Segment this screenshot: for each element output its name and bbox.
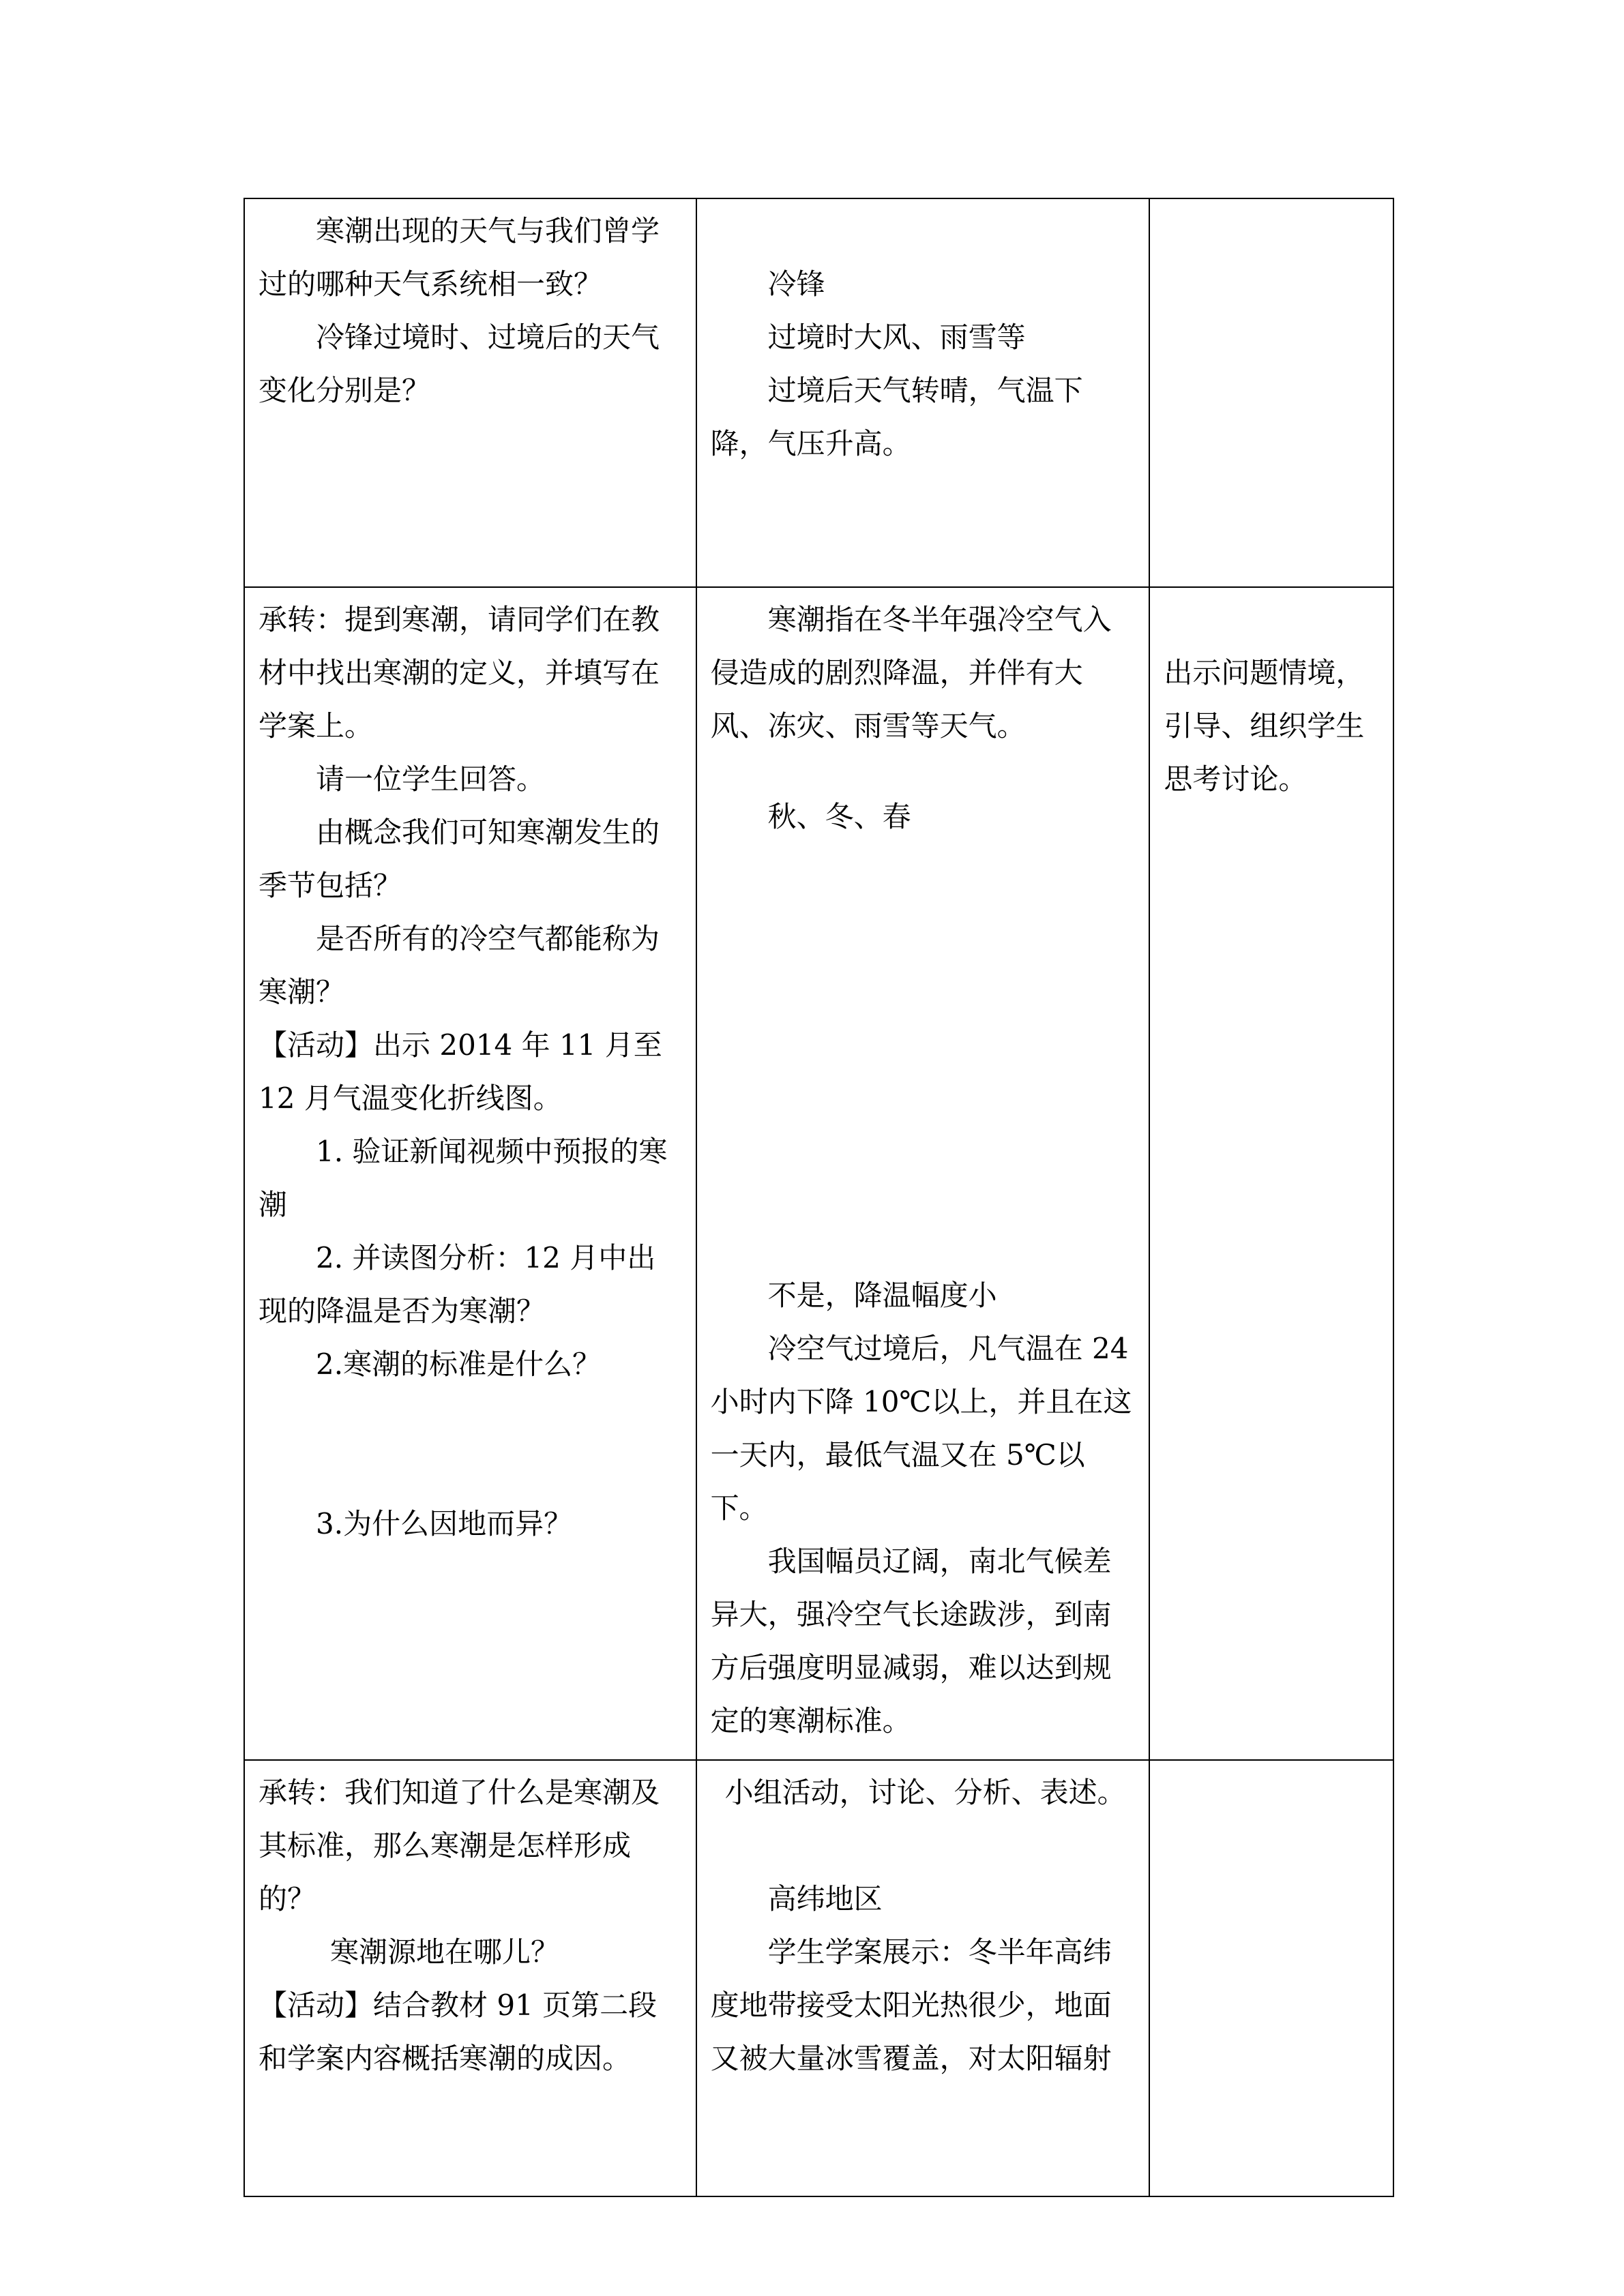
student-paragraph: 不是，降温幅度小 [767, 1279, 997, 1312]
student-paragraph: 小组活动，讨论、分析、表述。 [724, 1776, 1126, 1809]
design-intent-cell [1149, 198, 1393, 587]
teacher-paragraph: 【活动】出示 2014 年 11 月至 12 月气温变化折线图。 [259, 1028, 662, 1115]
intent-paragraph: 出示问题情境，引导、组织学生思考讨论。 [1164, 656, 1365, 796]
student-paragraph: 我国幅员辽阔，南北气候差异大，强冷空气长途跋涉，到南方后强度明显减弱，难以达到规定的寒潮标准。 [710, 1545, 1112, 1738]
teacher-paragraph: 2. 并读图分析：12 月中出现的降温是否为寒潮？ [259, 1241, 656, 1328]
teacher-paragraph: 是否所有的冷空气都能称为寒潮？ [259, 922, 660, 1009]
teacher-paragraph: 由概念我们可知寒潮发生的季节包括？ [259, 816, 660, 902]
teacher-paragraph: 3.为什么因地而异？ [316, 1507, 573, 1540]
student-paragraph: 冷锋 [767, 267, 825, 301]
student-paragraph: 学生学案展示：冬半年高纬度地带接受太阳光热很少，地面又被大量冰雪覆盖，对太阳辐射 [710, 1935, 1112, 2075]
design-intent-cell [1149, 1760, 1393, 2196]
teacher-paragraph: 承转：我们知道了什么是寒潮及其标准，那么寒潮是怎样形成的？ [259, 1776, 660, 1915]
teacher-paragraph: 请一位学生回答。 [316, 762, 546, 796]
teacher-paragraph: 寒潮出现的天气与我们曾学过的哪种天气系统相一致？ [259, 214, 660, 301]
teacher-paragraph: 1. 验证新闻视频中预报的寒潮 [259, 1135, 668, 1221]
teacher-activity-cell [244, 1760, 696, 2196]
teacher-activity-cell [244, 587, 696, 1760]
teacher-paragraph: 冷锋过境时、过境后的天气变化分别是？ [259, 320, 660, 407]
teacher-paragraph: 【活动】结合教材 91 页第二段和学案内容概括寒潮的成因。 [259, 1988, 658, 2075]
student-paragraph: 寒潮指在冬半年强冷空气入侵造成的剧烈降温，并伴有大风、冻灾、雨雪等天气。 [710, 603, 1112, 743]
student-paragraph: 冷空气过境后，凡气温在 24 小时内下降 10℃以上，并且在这一天内，最低气温又在 5℃以下。 [710, 1332, 1132, 1525]
student-activity-cell [696, 198, 1150, 587]
teacher-paragraph: 2.寒潮的标准是什么？ [316, 1347, 602, 1381]
table-row [244, 587, 1393, 1760]
student-paragraph: 秋、冬、春 [767, 800, 911, 833]
table-row [244, 198, 1393, 587]
student-paragraph: 过境后天气转晴，气温下降，气压升高。 [710, 374, 1083, 460]
student-paragraph: 过境时大风、雨雪等 [767, 320, 1026, 354]
lesson-plan-table [243, 198, 1394, 2197]
teacher-paragraph: 承转：提到寒潮，请同学们在教材中找出寒潮的定义，并填写在学案上。 [259, 603, 660, 743]
design-intent-cell [1149, 587, 1393, 1760]
table-row [244, 1760, 1393, 2196]
student-activity-cell [696, 587, 1150, 1760]
student-activity-cell [696, 1760, 1150, 2196]
teacher-activity-cell [244, 198, 696, 587]
teacher-paragraph: 寒潮源地在哪儿？ [330, 1935, 560, 1969]
student-paragraph: 高纬地区 [767, 1882, 883, 1915]
